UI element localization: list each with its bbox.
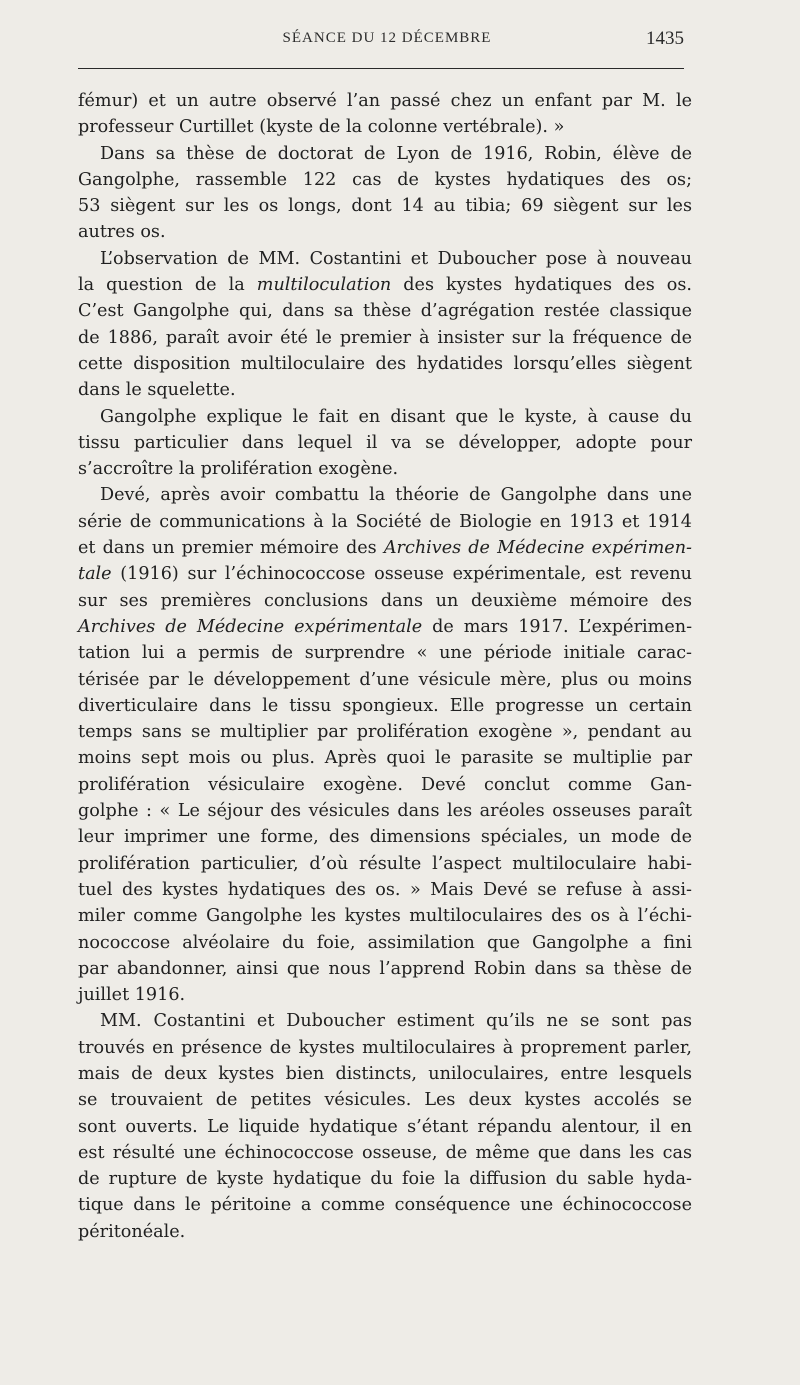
text-line: série de communications à la Société de Biologie en 1913 et 1914 (78, 511, 692, 532)
text-line: prolifération particulier, d’où résulte l’aspect multiloculaire habi- (78, 853, 692, 874)
text-line: dans le squelette. (78, 380, 236, 401)
text-line: Devé, après avoir combattu la théorie de Gangolphe dans une (100, 485, 692, 506)
text-line: moins sept mois ou plus. Après quoi le parasite se multiplie par (78, 748, 692, 769)
page-number: 1435 (646, 28, 684, 49)
text-line: tique dans le péritoine a comme conséquence une échinococcose (78, 1195, 692, 1216)
text-line: miler comme Gangolphe les kystes multiloculaires des os à l’échi- (78, 906, 692, 927)
header-rule (78, 68, 684, 69)
text-line: diverticulaire dans le tissu spongieux. Elle progresse un certain (78, 695, 692, 716)
text-line: cette disposition multiloculaire des hydatides lorsqu’elles siègent (78, 353, 692, 374)
text-line: prolifération vésiculaire exogène. Devé conclut comme Gan- (78, 774, 692, 795)
text-line: fémur) et un autre observé l’an passé chez un enfant par M. le (78, 91, 692, 111)
text-line: Archives de Médecine expérimentale de mars 1917. L’expérimen- (78, 616, 693, 637)
text-line: par abandonner, ainsi que nous l’apprend Robin dans sa thèse de (78, 958, 692, 979)
text-line: golphe : « Le séjour des vésicules dans les aréoles osseuses paraît (78, 801, 692, 822)
text-line: Gangolphe explique le fait en disant que le kyste, à cause du (100, 406, 692, 427)
text-line: C’est Gangolphe qui, dans sa thèse d’agrégation restée classique (78, 301, 692, 322)
text-line: et dans un premier mémoire des Archives de Médecine expérimen- (78, 538, 692, 559)
text-line: tale (1916) sur l’échinococcose osseuse expérimentale, est revenu (78, 564, 692, 585)
text-line: sur ses premières conclusions dans un deuxième mémoire des (78, 590, 692, 611)
text-line: L’observation de MM. Costantini et Duboucher pose à nouveau (100, 248, 692, 269)
text-line: s’accroître la prolifération exogène. (78, 459, 399, 480)
text-line: térisée par le développement d’une vésicule mère, plus ou moins (78, 669, 692, 690)
header-title: SÉANCE DU 12 DÉCEMBRE (282, 30, 492, 46)
text-line: mais de deux kystes bien distincts, uniloculaires, entre lesquels (78, 1063, 692, 1084)
text-line: Dans sa thèse de doctorat de Lyon de 1916, Robin, élève de (100, 143, 692, 164)
text-line: Gangolphe, rassemble 122 cas de kystes hydatiques des os; (78, 169, 692, 190)
text-line: de 1886, paraît avoir été le premier à insister sur la fréquence de (78, 327, 692, 348)
text-line: MM. Costantini et Duboucher estiment qu’ils ne se sont pas (100, 1011, 692, 1032)
text-line: autres os. (78, 222, 166, 243)
text-line: tissu particulier dans lequel il va se développer, adopte pour (78, 432, 692, 453)
text-line: est résulté une échinococcose osseuse, de même que dans les cas (78, 1142, 692, 1163)
text-line: 53 siègent sur les os longs, dont 14 au tibia; 69 siègent sur les (78, 196, 692, 217)
text-line: trouvés en présence de kystes multiloculaires à proprement parler, (78, 1037, 692, 1058)
text-line: temps sans se multiplier par prolifération exogène », pendant au (78, 722, 692, 743)
text-line: tuel des kystes hydatiques des os. » Mais Devé se refuse à assi- (78, 879, 692, 900)
text-line: péritonéale. (78, 1221, 186, 1242)
text-line: sont ouverts. Le liquide hydatique s’étant répandu alentour, il en (78, 1116, 692, 1137)
text-line: se trouvaient de petites vésicules. Les deux kystes accolés se (78, 1090, 692, 1111)
body-text (78, 88, 692, 1245)
text-line: de rupture de kyste hydatique du foie la diffusion du sable hyda- (78, 1169, 692, 1190)
text-line: tation lui a permis de surprendre « une période initiale carac- (78, 643, 692, 664)
text-line: la question de la multiloculation des kystes hydatiques des os. (78, 275, 693, 296)
running-header (78, 30, 696, 54)
text-line: leur imprimer une forme, des dimensions spéciales, un mode de (78, 827, 692, 848)
text-line: nococcose alvéolaire du foie, assimilation que Gangolphe a fini (78, 932, 692, 953)
text-line: professeur Curtillet (kyste de la colonne vertébrale). » (78, 117, 565, 138)
text-line: juillet 1916. (78, 985, 186, 1006)
